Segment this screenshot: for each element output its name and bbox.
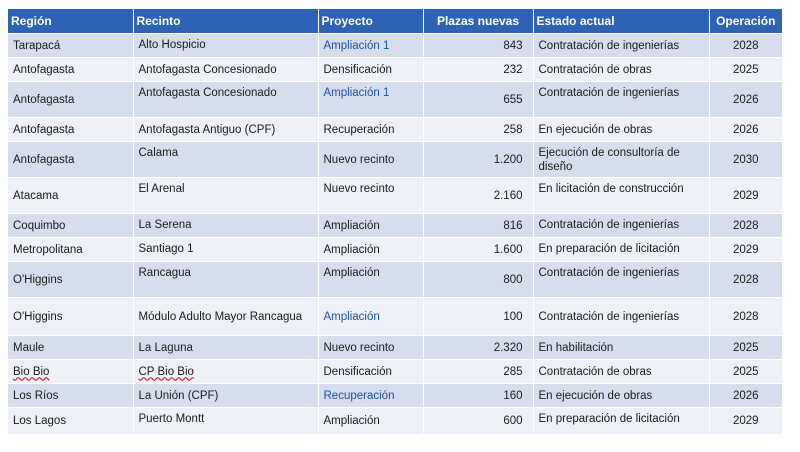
cell-estado: En preparación de licitación <box>533 408 709 434</box>
cell-recinto: Antofagasta Concesionado <box>133 58 318 82</box>
cell-recinto: Santiago 1 <box>133 238 318 262</box>
cell-proyecto: Recuperación <box>318 384 423 408</box>
cell-region: O'Higgins <box>8 298 133 336</box>
cell-operacion: 2028 <box>709 298 782 336</box>
projects-table-container <box>8 9 782 434</box>
cell-recinto: Antofagasta Antiguo (CPF) <box>133 118 318 142</box>
cell-region: Antofagasta <box>8 58 133 82</box>
cell-region: Coquimbo <box>8 214 133 238</box>
cell-recinto: El Arenal <box>133 178 318 214</box>
cell-recinto: Alto Hospicio <box>133 34 318 58</box>
cell-recinto: Módulo Adulto Mayor Rancagua <box>133 298 318 336</box>
cell-estado: En ejecución de obras <box>533 384 709 408</box>
cell-plazas: 655 <box>423 82 533 118</box>
cell-estado: Ejecución de consultoría de diseño <box>533 142 709 178</box>
cell-plazas: 258 <box>423 118 533 142</box>
cell-estado: En ejecución de obras <box>533 118 709 142</box>
cell-plazas: 600 <box>423 408 533 434</box>
cell-recinto: Antofagasta Concesionado <box>133 82 318 118</box>
cell-recinto: Puerto Montt <box>133 408 318 434</box>
table-row <box>8 118 782 142</box>
cell-region: Atacama <box>8 178 133 214</box>
cell-proyecto: Ampliación <box>318 408 423 434</box>
cell-proyecto: Nuevo recinto <box>318 336 423 360</box>
cell-recinto: La Unión (CPF) <box>133 384 318 408</box>
cell-estado: En habilitación <box>533 336 709 360</box>
header-region: Región <box>8 9 133 34</box>
cell-operacion: 2029 <box>709 408 782 434</box>
cell-region: Los Ríos <box>8 384 133 408</box>
cell-proyecto: Ampliación <box>318 262 423 298</box>
cell-plazas: 816 <box>423 214 533 238</box>
cell-operacion: 2029 <box>709 238 782 262</box>
cell-region: Tarapacá <box>8 34 133 58</box>
cell-plazas: 160 <box>423 384 533 408</box>
table-row <box>8 34 782 58</box>
cell-operacion: 2028 <box>709 262 782 298</box>
table-row <box>8 336 782 360</box>
cell-plazas: 1.600 <box>423 238 533 262</box>
cell-estado: Contratación de obras <box>533 58 709 82</box>
cell-plazas: 843 <box>423 34 533 58</box>
header-plazas: Plazas nuevas <box>423 9 533 34</box>
table-row <box>8 214 782 238</box>
table-row <box>8 360 782 384</box>
header-estado: Estado actual <box>533 9 709 34</box>
cell-region <box>8 360 133 384</box>
cell-estado: Contratación de ingenierías <box>533 82 709 118</box>
cell-plazas: 1.200 <box>423 142 533 178</box>
cell-proyecto: Nuevo recinto <box>318 142 423 178</box>
cell-proyecto: Ampliación <box>318 298 423 336</box>
table-row <box>8 82 782 118</box>
cell-estado: Contratación de ingenierías <box>533 34 709 58</box>
cell-proyecto: Ampliación 1 <box>318 82 423 118</box>
table-row <box>8 178 782 214</box>
cell-proyecto: Ampliación <box>318 214 423 238</box>
cell-region: O'Higgins <box>8 262 133 298</box>
table-row <box>8 58 782 82</box>
cell-proyecto: Densificación <box>318 58 423 82</box>
cell-proyecto: Nuevo recinto <box>318 178 423 214</box>
cell-estado: Contratación de obras <box>533 360 709 384</box>
cell-recinto-text: CP Bio Bio <box>138 365 194 378</box>
cell-plazas: 100 <box>423 298 533 336</box>
cell-estado: En preparación de licitación <box>533 238 709 262</box>
cell-operacion: 2026 <box>709 118 782 142</box>
cell-recinto: Calama <box>133 142 318 178</box>
cell-operacion: 2028 <box>709 214 782 238</box>
cell-region: Antofagasta <box>8 142 133 178</box>
cell-region: Maule <box>8 336 133 360</box>
cell-plazas: 285 <box>423 360 533 384</box>
table-row <box>8 238 782 262</box>
cell-operacion: 2030 <box>709 142 782 178</box>
cell-operacion: 2025 <box>709 336 782 360</box>
cell-region: Metropolitana <box>8 238 133 262</box>
cell-proyecto: Ampliación <box>318 238 423 262</box>
cell-plazas: 800 <box>423 262 533 298</box>
cell-recinto: Rancagua <box>133 262 318 298</box>
cell-operacion: 2025 <box>709 360 782 384</box>
cell-proyecto: Recuperación <box>318 118 423 142</box>
cell-region-text: Bio Bio <box>13 365 50 378</box>
cell-region: Antofagasta <box>8 82 133 118</box>
table-row <box>8 384 782 408</box>
cell-estado: Contratación de ingenierías <box>533 214 709 238</box>
cell-operacion: 2026 <box>709 82 782 118</box>
header-proyecto: Proyecto <box>318 9 423 34</box>
table-row <box>8 142 782 178</box>
header-recinto: Recinto <box>133 9 318 34</box>
cell-estado: Contratación de ingenierías <box>533 298 709 336</box>
cell-proyecto: Ampliación 1 <box>318 34 423 58</box>
cell-proyecto: Densificación <box>318 360 423 384</box>
cell-plazas: 2.320 <box>423 336 533 360</box>
table-row <box>8 262 782 298</box>
cell-operacion: 2029 <box>709 178 782 214</box>
cell-plazas: 2.160 <box>423 178 533 214</box>
table-row <box>8 298 782 336</box>
cell-plazas: 232 <box>423 58 533 82</box>
table-header-row <box>8 9 782 34</box>
cell-estado: En licitación de construcción <box>533 178 709 214</box>
cell-region: Antofagasta <box>8 118 133 142</box>
table-row <box>8 408 782 434</box>
cell-operacion: 2025 <box>709 58 782 82</box>
cell-recinto: La Serena <box>133 214 318 238</box>
projects-table <box>8 9 782 434</box>
header-operacion: Operación <box>709 9 782 34</box>
cell-recinto <box>133 360 318 384</box>
cell-recinto: La Laguna <box>133 336 318 360</box>
cell-operacion: 2026 <box>709 384 782 408</box>
cell-estado: Contratación de ingenierías <box>533 262 709 298</box>
cell-region: Los Lagos <box>8 408 133 434</box>
cell-operacion: 2028 <box>709 34 782 58</box>
